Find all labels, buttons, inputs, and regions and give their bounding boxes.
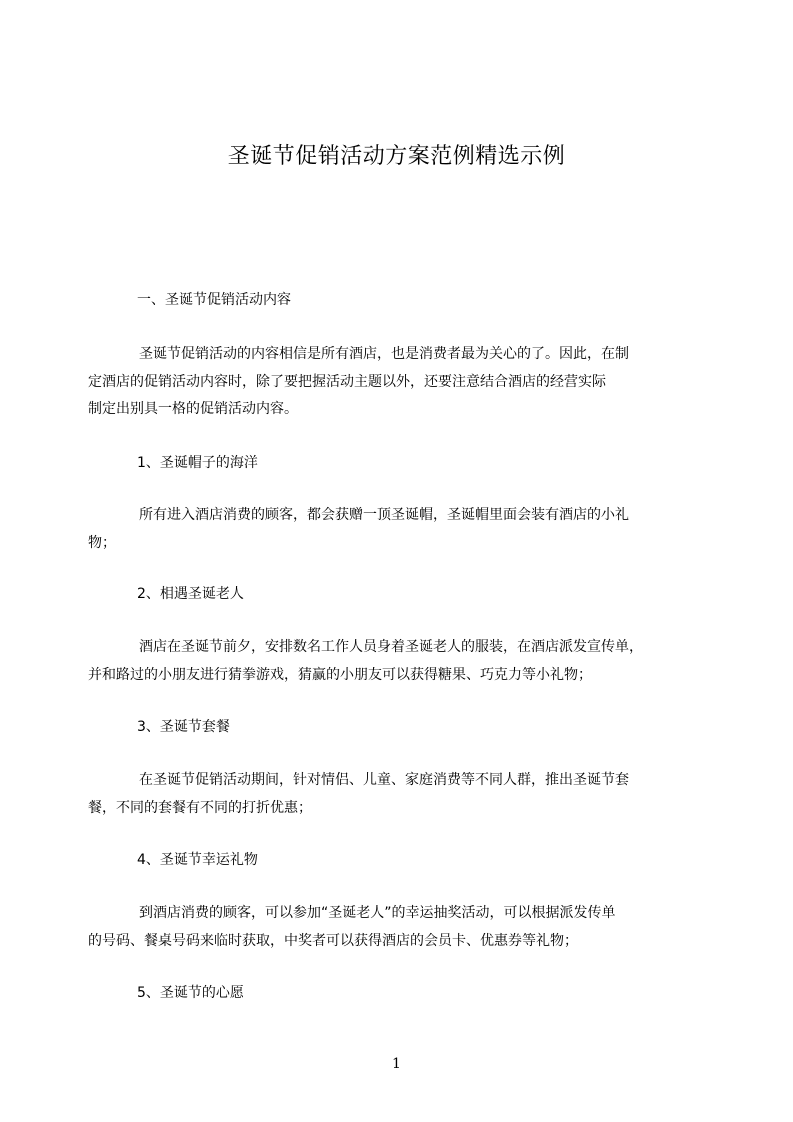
paragraph-line: 所有进入酒店消费的顾客，都会获赠一顶圣诞帽，圣诞帽里面会装有酒店的小礼 — [139, 507, 629, 523]
section-heading: 1、圣诞帽子的海洋 — [137, 455, 258, 471]
paragraph-line: 酒店在圣诞节前夕，安排数名工作人员身着圣诞老人的服装，在酒店派发宣传单， — [139, 639, 643, 655]
paragraph-line: 定酒店的促销活动内容时，除了要把握活动主题以外，还要注意结合酒店的经营实际 — [88, 374, 606, 390]
section-heading: 一、圣诞节促销活动内容 — [137, 292, 291, 308]
section-heading: 5、圣诞节的心愿 — [137, 985, 244, 1001]
paragraph-line: 物； — [88, 535, 116, 551]
paragraph-line: 圣诞节促销活动的内容相信是所有酒店，也是消费者最为关心的了。因此，在制 — [139, 346, 629, 362]
section-heading: 4、圣诞节幸运礼物 — [137, 852, 258, 868]
paragraph-line: 在圣诞节促销活动期间，针对情侣、儿童、家庭消费等不同人群，推出圣诞节套 — [139, 772, 629, 788]
paragraph-line: 到酒店消费的顾客，可以参加“圣诞老人”的幸运抽奖活动，可以根据派发传单 — [139, 905, 616, 921]
paragraph-line: 制定出别具一格的促销活动内容。 — [88, 401, 298, 417]
paragraph-line: 并和路过的小朋友进行猜拳游戏，猜赢的小朋友可以获得糖果、巧克力等小礼物； — [88, 667, 592, 683]
paragraph-line: 餐，不同的套餐有不同的打折优惠； — [88, 800, 312, 816]
paragraph-line: 的号码、餐桌号码来临时获取，中奖者可以获得酒店的会员卡、优惠券等礼物； — [88, 933, 578, 949]
section-heading: 3、圣诞节套餐 — [137, 719, 230, 735]
section-heading: 2、相遇圣诞老人 — [137, 586, 244, 602]
page-number: 1 — [392, 1056, 401, 1072]
document-title: 圣诞节促销活动方案范例精选示例 — [227, 144, 566, 169]
